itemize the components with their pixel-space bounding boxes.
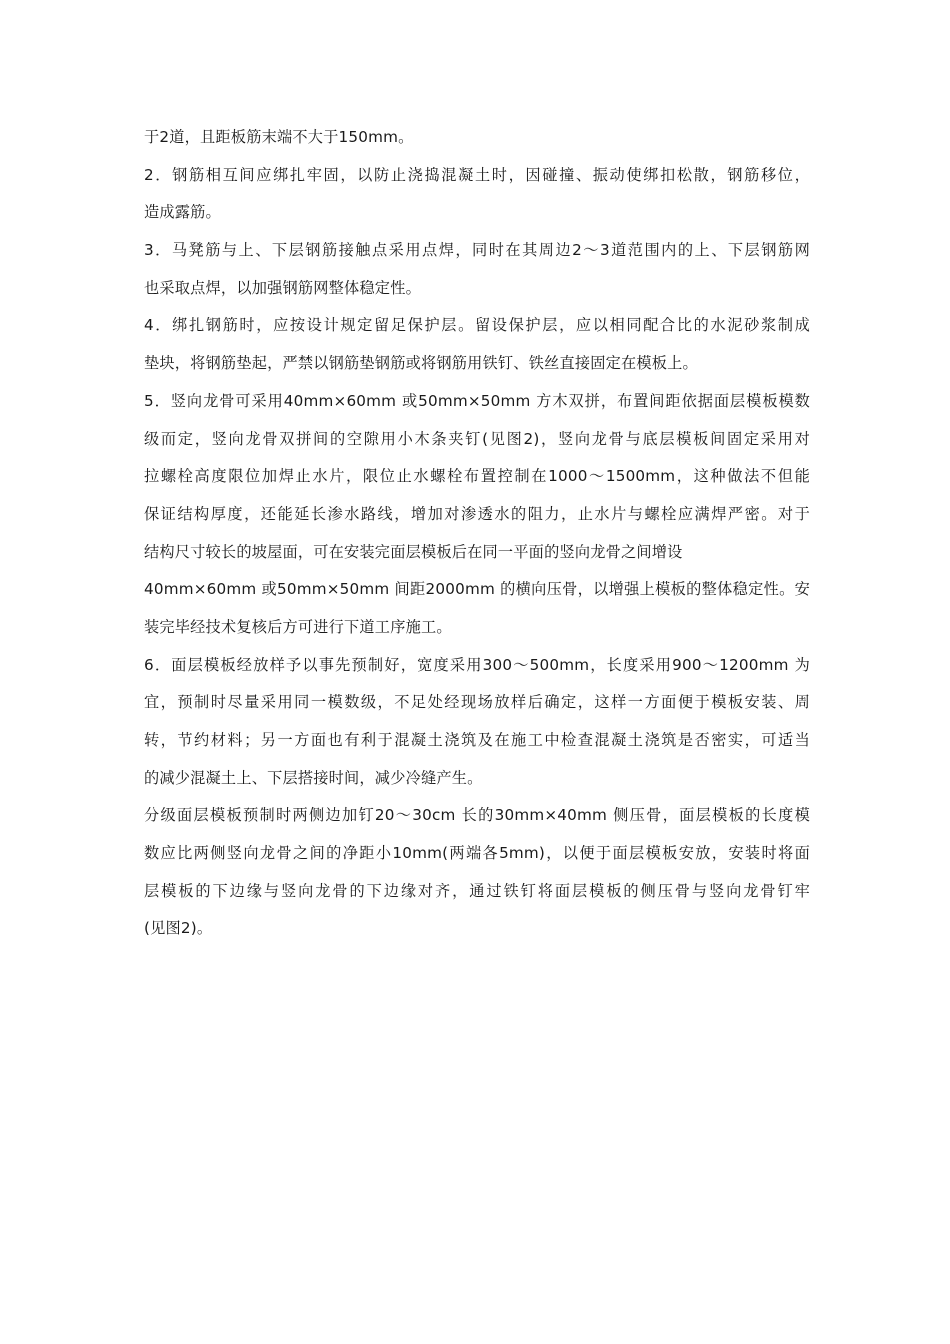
text-line: 装完毕经技术复核后方可进行下道工序施工。: [144, 617, 452, 636]
text-line: 3．马凳筋与上、下层钢筋接触点采用点焊，同时在其周边2～3道范围内的上、下层钢筋网: [144, 241, 810, 260]
text-line: 宜，预制时尽量采用同一模数级，不足处经现场放样后确定，这样一方面便于模板安装、周: [144, 693, 810, 712]
text-line: 垫块，将钢筋垫起，严禁以钢筋垫钢筋或将钢筋用铁钉、铁丝直接固定在模板上。: [144, 354, 698, 373]
text-line: 层模板的下边缘与竖向龙骨的下边缘对齐，通过铁钉将面层模板的侧压骨与竖向龙骨钉牢: [144, 881, 810, 900]
text-line: 保证结构厚度，还能延长渗水路线，增加对渗透水的阻力，止水片与螺栓应满焊严密。对于: [144, 504, 810, 523]
text-line: 拉螺栓高度限位加焊止水片，限位止水螺栓布置控制在1000～1500mm，这种做法不但能: [144, 467, 810, 486]
text-line: (见图2)。: [144, 919, 213, 938]
text-line: 4．绑扎钢筋时，应按设计规定留足保护层。留设保护层，应以相同配合比的水泥砂浆制成: [144, 316, 810, 335]
text-line: 数应比两侧竖向龙骨之间的净距小10mm(两端各5mm)，以便于面层模板安放，安装时将面: [144, 844, 810, 863]
text-line: 2．钢筋相互间应绑扎牢固，以防止浇捣混凝土时，因碰撞、振动使绑扣松散，钢筋移位，: [144, 165, 810, 184]
text-line: 分级面层模板预制时两侧边加钉20～30cm 长的30mm×40mm 侧压骨，面层模板的长度模: [144, 806, 810, 825]
text-line: 造成露筋。: [144, 203, 221, 222]
text-line: 级而定，竖向龙骨双拼间的空隙用小木条夹钉(见图2)，竖向龙骨与底层模板间固定采用对: [144, 429, 810, 448]
text-line: 40mm×60mm 或50mm×50mm 间距2000mm 的横向压骨，以增强上模板的整体稳定性。安: [144, 580, 810, 599]
text-line: 的减少混凝土上、下层搭接时间，减少冷缝产生。: [144, 768, 483, 787]
document-body: [144, 119, 810, 948]
text-line: 也采取点焊，以加强钢筋网整体稳定性。: [144, 278, 421, 297]
text-line: 5．竖向龙骨可采用40mm×60mm 或50mm×50mm 方木双拼，布置间距依据面层模板模数: [144, 391, 810, 410]
text-line: 于2道，且距板筋末端不大于150mm。: [144, 128, 414, 146]
text-line: 结构尺寸较长的坡屋面，可在安装完面层模板后在同一平面的竖向龙骨之间增设: [144, 542, 683, 561]
text-line: 6．面层模板经放样予以事先预制好，宽度采用300～500mm，长度采用900～1200mm 为: [144, 655, 810, 674]
text-line: 转，节约材料；另一方面也有利于混凝土浇筑及在施工中检查混凝土浇筑是否密实，可适当: [144, 731, 810, 749]
